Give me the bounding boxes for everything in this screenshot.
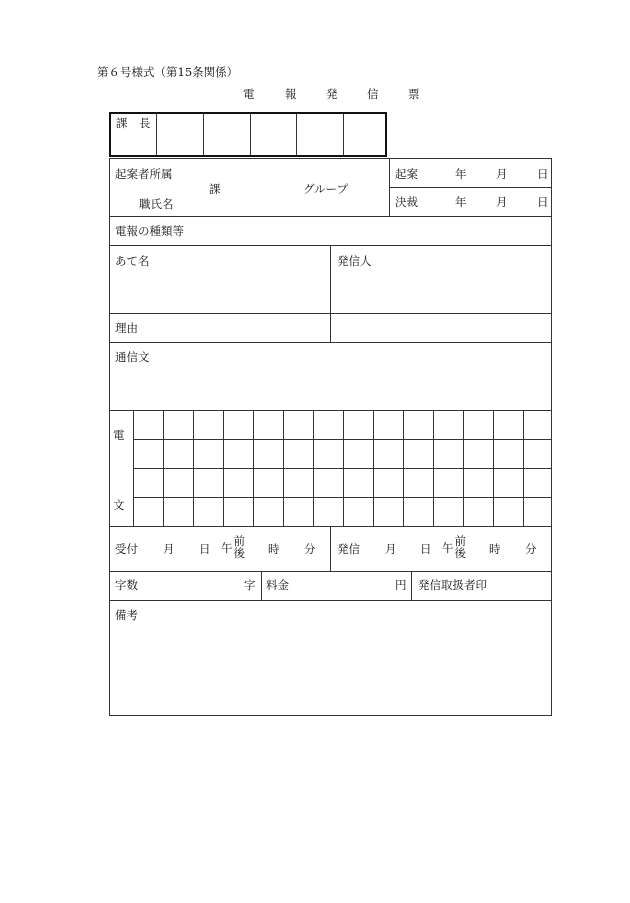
stamp-box[interactable] <box>250 114 251 155</box>
char-count-unit: 字 <box>244 578 256 592</box>
group-label: グループ <box>303 182 349 196</box>
hasshin-hour: 時 <box>489 542 501 556</box>
hasshin-ampm <box>442 536 466 559</box>
kian-year: 年 <box>455 167 467 181</box>
grid-line <box>343 410 344 526</box>
hasshin-month: 月 <box>385 542 397 556</box>
rule <box>109 216 552 217</box>
uketsuke-ampm <box>221 536 245 559</box>
grid-line <box>253 410 254 526</box>
grid-line <box>193 410 194 526</box>
fee-unit: 円 <box>395 578 407 592</box>
denbun-top-label: 電 <box>113 428 125 442</box>
sender-label: 発信人 <box>337 254 372 268</box>
rule <box>330 526 331 571</box>
grid-line <box>313 410 314 526</box>
grid-line <box>223 410 224 526</box>
grid-line <box>373 410 374 526</box>
rule <box>109 600 552 601</box>
char-count-label: 字数 <box>115 578 138 592</box>
rule <box>109 410 552 411</box>
stamp-box[interactable] <box>156 114 157 155</box>
kian-day: 日 <box>537 167 549 181</box>
rule <box>109 571 552 572</box>
kessai-day: 日 <box>537 195 549 209</box>
title-char-5: 票 <box>408 87 420 101</box>
approval-stamp-boxes <box>109 112 387 157</box>
rule <box>389 187 552 188</box>
stamp-box[interactable] <box>343 114 344 155</box>
rule <box>389 158 390 216</box>
ato-label: 後 <box>454 545 466 560</box>
rule <box>261 571 262 600</box>
grid-line <box>403 410 404 526</box>
uketsuke-month: 月 <box>163 542 175 556</box>
kian-month: 月 <box>496 167 508 181</box>
title-char-2: 報 <box>285 87 297 101</box>
hasshin-minute: 分 <box>525 542 537 556</box>
zen-label: 前 <box>454 534 466 548</box>
grid-line <box>133 410 134 526</box>
go-label: 午 <box>221 540 233 555</box>
hasshin-label: 発信 <box>337 542 360 556</box>
rule <box>330 245 331 342</box>
go-label: 午 <box>442 540 454 555</box>
affiliation-label: 起案者所属 <box>115 167 173 181</box>
grid-line <box>163 410 164 526</box>
telegram-type-label: 電報の種類等 <box>115 224 184 238</box>
grid-line <box>463 410 464 526</box>
section-chief-label: 課 長 <box>116 116 151 130</box>
rule <box>109 342 552 343</box>
message-label: 通信文 <box>115 350 150 364</box>
fee-label: 料金 <box>266 578 289 592</box>
uketsuke-minute: 分 <box>304 542 316 556</box>
kessai-label: 決裁 <box>395 195 418 209</box>
denbun-bottom-label: 文 <box>113 498 125 512</box>
title-char-4: 信 <box>367 87 379 101</box>
kessai-month: 月 <box>496 195 508 209</box>
ato-label: 後 <box>233 545 245 560</box>
stamp-box[interactable] <box>203 114 204 155</box>
form-number: 第６号様式（第15条関係） <box>97 65 239 79</box>
uketsuke-hour: 時 <box>268 542 280 556</box>
kian-label: 起案 <box>395 167 418 181</box>
grid-line <box>283 410 284 526</box>
grid-line <box>523 410 524 526</box>
uketsuke-label: 受付 <box>115 542 138 556</box>
handler-seal-label: 発信取扱者印 <box>418 578 487 592</box>
uketsuke-day: 日 <box>199 542 211 556</box>
addressee-label: あて名 <box>115 254 150 268</box>
title-char-3: 発 <box>326 87 338 101</box>
grid-line <box>433 410 434 526</box>
telegram-form <box>109 158 552 716</box>
reason-label: 理由 <box>115 321 138 335</box>
remarks-label: 備考 <box>115 608 138 622</box>
rule <box>411 571 412 600</box>
grid-line <box>493 410 494 526</box>
hasshin-day: 日 <box>420 542 432 556</box>
name-label: 職氏名 <box>139 197 174 211</box>
zen-label: 前 <box>233 534 245 548</box>
ka-label: 課 <box>209 182 221 196</box>
stamp-box[interactable] <box>296 114 297 155</box>
kessai-year: 年 <box>455 195 467 209</box>
title-char-1: 電 <box>243 87 255 101</box>
